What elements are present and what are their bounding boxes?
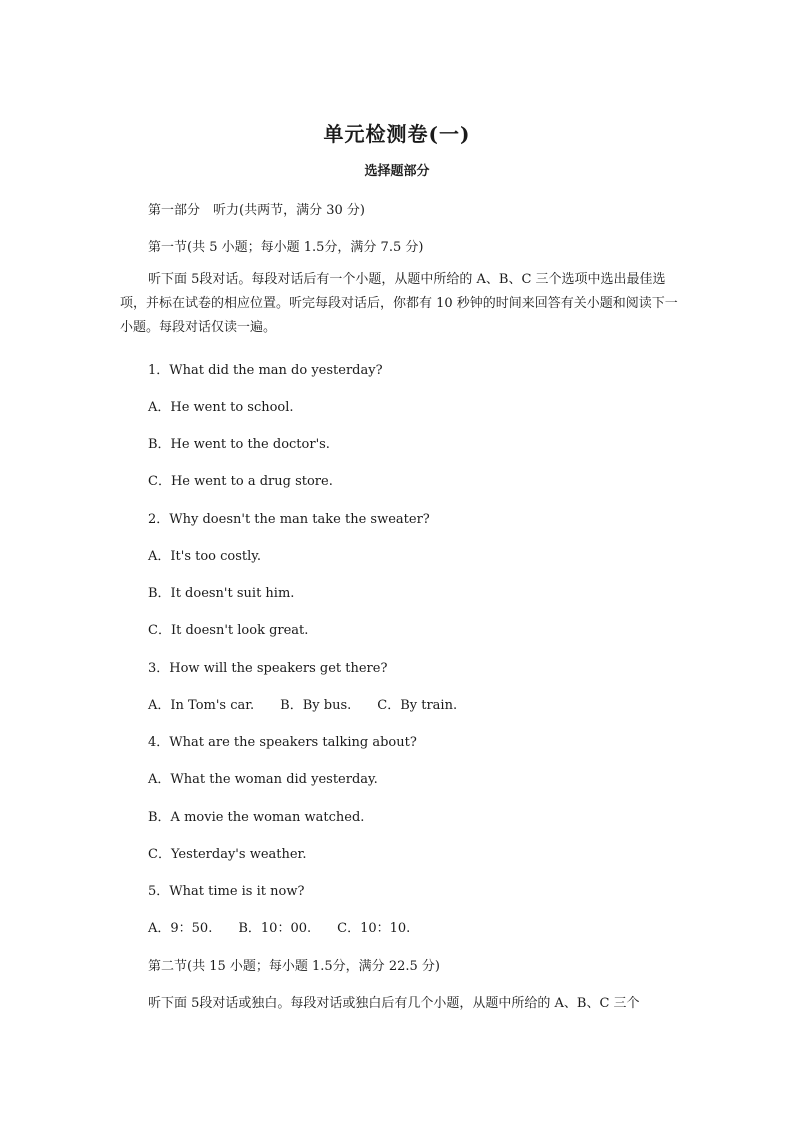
question-1-option-a: A．He went to school. xyxy=(148,400,294,415)
question-3-stem: 3．How will the speakers get there? xyxy=(148,661,388,676)
question-4-stem: 4．What are the speakers talking about? xyxy=(148,735,417,750)
question-3-option-b: B．By bus. xyxy=(280,698,352,713)
question-3-options xyxy=(148,694,457,713)
question-3-option-c: C．By train. xyxy=(377,698,458,713)
page-title: 单元检测卷(一) xyxy=(323,122,471,146)
question-1-stem: 1．What did the man do yesterday? xyxy=(148,363,383,378)
question-2-option-a: A．It's too costly. xyxy=(148,549,262,564)
question-5-option-c: C．10：10. xyxy=(337,921,411,936)
page-subtitle: 选择题部分 xyxy=(364,164,430,179)
question-1-option-b: B．He went to the doctor's. xyxy=(148,437,330,452)
question-2-option-b: B．It doesn't suit him. xyxy=(148,586,295,601)
question-4-option-c: C．Yesterday's weather. xyxy=(148,847,307,862)
question-4-option-a: A．What the woman did yesterday. xyxy=(148,772,378,787)
section1-instructions-text: 听下面 5段对话。每段对话后有一个小题，从题中所给的 A、B、C 三个选项中选出最佳选项，并标在试卷的相应位置。听完每段对话后，你都有 10 秒钟的时间来回答有关小题和阅读下一小题。每段对话仅读一遍。 xyxy=(120,272,678,335)
section2-instructions: 听下面 5段对话或独白。每段对话或独白后有几个小题，从题中所给的 A、B、C 三个 xyxy=(148,996,640,1011)
question-5-option-a: A．9：50. xyxy=(148,921,213,936)
section2-heading: 第二节(共 15 小题；每小题 1.5分，满分 22.5 分) xyxy=(148,959,440,974)
question-2-option-c: C．It doesn't look great. xyxy=(148,623,309,638)
section1-instructions xyxy=(120,268,680,340)
question-5-option-b: B．10：00. xyxy=(238,921,312,936)
question-1-option-c: C．He went to a drug store. xyxy=(148,474,333,489)
question-5-stem: 5．What time is it now? xyxy=(148,884,305,899)
section1-heading: 第一节(共 5 小题；每小题 1.5分，满分 7.5 分) xyxy=(148,240,424,255)
question-5-options xyxy=(148,917,410,936)
question-2-stem: 2．Why doesn't the man take the sweater? xyxy=(148,512,430,527)
question-4-option-b: B．A movie the woman watched. xyxy=(148,810,365,825)
part1-heading: 第一部分 听力(共两节，满分 30 分) xyxy=(148,203,365,218)
question-3-option-a: A．In Tom's car. xyxy=(148,698,255,713)
